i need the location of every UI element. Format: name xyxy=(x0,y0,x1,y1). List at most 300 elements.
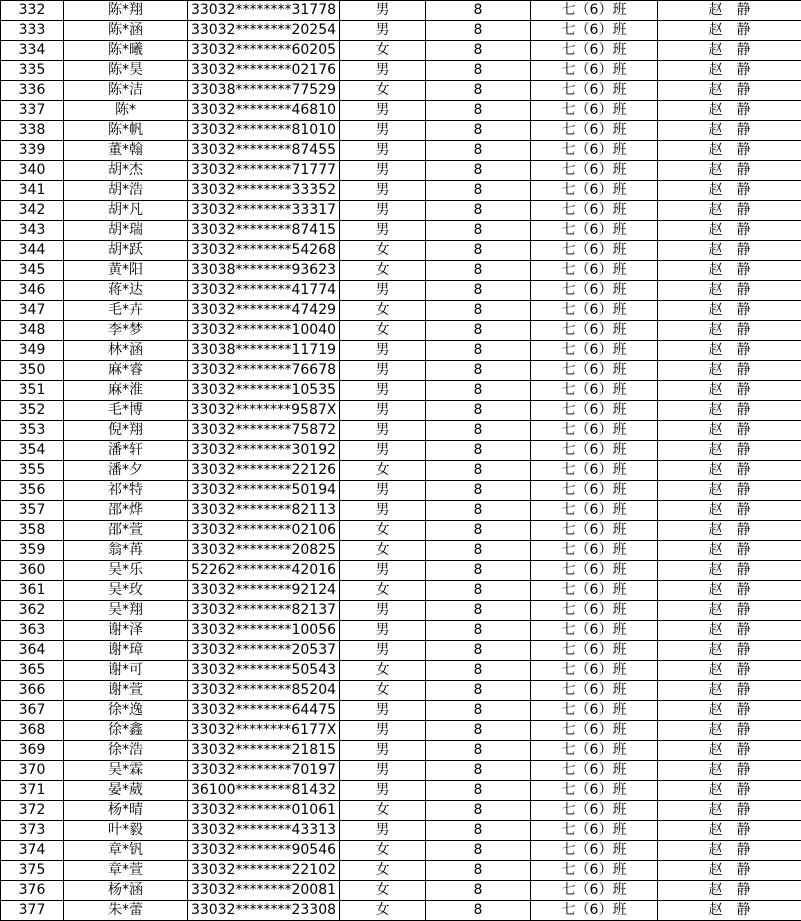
cell-class: 七（6）班 xyxy=(531,441,658,461)
cell-gender: 男 xyxy=(340,121,426,141)
cell-head-teacher: 赵 静 xyxy=(658,801,801,821)
cell-gender: 女 xyxy=(340,901,426,921)
cell-row-number: 352 xyxy=(1,401,64,421)
cell-grade: 8 xyxy=(426,181,531,201)
cell-grade: 8 xyxy=(426,121,531,141)
table-row xyxy=(1,681,801,701)
cell-id-number: 33038********93623 xyxy=(188,261,340,281)
cell-row-number: 365 xyxy=(1,661,64,681)
cell-row-number: 339 xyxy=(1,141,64,161)
cell-class: 七（6）班 xyxy=(531,421,658,441)
cell-row-number: 374 xyxy=(1,841,64,861)
cell-student-name: 晏*葳 xyxy=(64,781,188,801)
cell-row-number: 363 xyxy=(1,621,64,641)
cell-student-name: 李*梦 xyxy=(64,321,188,341)
cell-student-name: 麻*淮 xyxy=(64,381,188,401)
cell-head-teacher: 赵 静 xyxy=(658,741,801,761)
cell-student-name: 陈*帆 xyxy=(64,121,188,141)
cell-gender: 女 xyxy=(340,581,426,601)
cell-class: 七（6）班 xyxy=(531,501,658,521)
cell-class: 七（6）班 xyxy=(531,301,658,321)
cell-student-name: 祁*特 xyxy=(64,481,188,501)
cell-head-teacher: 赵 静 xyxy=(658,301,801,321)
cell-grade: 8 xyxy=(426,161,531,181)
cell-gender: 男 xyxy=(340,621,426,641)
cell-gender: 男 xyxy=(340,601,426,621)
cell-student-name: 胡*杰 xyxy=(64,161,188,181)
cell-gender: 男 xyxy=(340,361,426,381)
table-row xyxy=(1,181,801,201)
cell-grade: 8 xyxy=(426,521,531,541)
cell-head-teacher: 赵 静 xyxy=(658,481,801,501)
cell-row-number: 372 xyxy=(1,801,64,821)
cell-id-number: 33032********87455 xyxy=(188,141,340,161)
cell-head-teacher: 赵 静 xyxy=(658,101,801,121)
table-row xyxy=(1,601,801,621)
cell-head-teacher: 赵 静 xyxy=(658,81,801,101)
cell-row-number: 369 xyxy=(1,741,64,761)
cell-head-teacher: 赵 静 xyxy=(658,761,801,781)
table-row xyxy=(1,121,801,141)
cell-class: 七（6）班 xyxy=(531,481,658,501)
cell-grade: 8 xyxy=(426,781,531,801)
cell-class: 七（6）班 xyxy=(531,801,658,821)
table-row xyxy=(1,701,801,721)
cell-id-number: 33032********6177X xyxy=(188,721,340,741)
cell-row-number: 368 xyxy=(1,721,64,741)
cell-row-number: 338 xyxy=(1,121,64,141)
cell-row-number: 376 xyxy=(1,881,64,901)
cell-id-number: 33032********02106 xyxy=(188,521,340,541)
cell-gender: 男 xyxy=(340,701,426,721)
cell-gender: 男 xyxy=(340,501,426,521)
table-row xyxy=(1,301,801,321)
cell-grade: 8 xyxy=(426,461,531,481)
cell-gender: 男 xyxy=(340,381,426,401)
cell-head-teacher: 赵 静 xyxy=(658,901,801,921)
cell-id-number: 33032********82137 xyxy=(188,601,340,621)
table-row xyxy=(1,721,801,741)
cell-id-number: 33032********22102 xyxy=(188,861,340,881)
cell-student-name: 陈*昊 xyxy=(64,61,188,81)
cell-id-number: 33032********71777 xyxy=(188,161,340,181)
cell-grade: 8 xyxy=(426,701,531,721)
cell-gender: 女 xyxy=(340,521,426,541)
cell-id-number: 33032********02176 xyxy=(188,61,340,81)
cell-id-number: 33032********30192 xyxy=(188,441,340,461)
cell-head-teacher: 赵 静 xyxy=(658,421,801,441)
cell-class: 七（6）班 xyxy=(531,121,658,141)
cell-head-teacher: 赵 静 xyxy=(658,781,801,801)
cell-gender: 男 xyxy=(340,61,426,81)
table-row xyxy=(1,101,801,121)
table-row xyxy=(1,841,801,861)
cell-id-number: 33032********10056 xyxy=(188,621,340,641)
table-row xyxy=(1,901,801,921)
cell-grade: 8 xyxy=(426,21,531,41)
cell-row-number: 355 xyxy=(1,461,64,481)
cell-student-name: 谢*泽 xyxy=(64,621,188,641)
cell-id-number: 33032********60205 xyxy=(188,41,340,61)
cell-row-number: 373 xyxy=(1,821,64,841)
cell-grade: 8 xyxy=(426,821,531,841)
cell-id-number: 33032********9587X xyxy=(188,401,340,421)
cell-class: 七（6）班 xyxy=(531,661,658,681)
cell-class: 七（6）班 xyxy=(531,281,658,301)
cell-id-number: 33032********20254 xyxy=(188,21,340,41)
cell-class: 七（6）班 xyxy=(531,781,658,801)
cell-id-number: 33032********85204 xyxy=(188,681,340,701)
table-row xyxy=(1,861,801,881)
cell-head-teacher: 赵 静 xyxy=(658,461,801,481)
cell-head-teacher: 赵 静 xyxy=(658,381,801,401)
cell-gender: 女 xyxy=(340,861,426,881)
table-row xyxy=(1,441,801,461)
cell-student-name: 陈*曦 xyxy=(64,41,188,61)
cell-row-number: 375 xyxy=(1,861,64,881)
cell-student-name: 毛*博 xyxy=(64,401,188,421)
table-row xyxy=(1,421,801,441)
cell-head-teacher: 赵 静 xyxy=(658,621,801,641)
table-row xyxy=(1,381,801,401)
cell-class: 七（6）班 xyxy=(531,601,658,621)
cell-gender: 男 xyxy=(340,101,426,121)
cell-grade: 8 xyxy=(426,441,531,461)
cell-student-name: 胡*跃 xyxy=(64,241,188,261)
cell-student-name: 麻*睿 xyxy=(64,361,188,381)
cell-class: 七（6）班 xyxy=(531,1,658,21)
cell-student-name: 陈*翔 xyxy=(64,1,188,21)
cell-head-teacher: 赵 静 xyxy=(658,261,801,281)
cell-student-name: 邵*萱 xyxy=(64,521,188,541)
table-row xyxy=(1,401,801,421)
cell-head-teacher: 赵 静 xyxy=(658,41,801,61)
cell-head-teacher: 赵 静 xyxy=(658,401,801,421)
cell-student-name: 胡*凡 xyxy=(64,201,188,221)
cell-grade: 8 xyxy=(426,361,531,381)
cell-gender: 女 xyxy=(340,461,426,481)
cell-gender: 女 xyxy=(340,261,426,281)
table-row xyxy=(1,221,801,241)
table-row xyxy=(1,1,801,21)
cell-gender: 男 xyxy=(340,561,426,581)
cell-class: 七（6）班 xyxy=(531,261,658,281)
cell-gender: 男 xyxy=(340,181,426,201)
cell-id-number: 33032********43313 xyxy=(188,821,340,841)
cell-student-name: 章*萱 xyxy=(64,861,188,881)
cell-grade: 8 xyxy=(426,141,531,161)
cell-row-number: 359 xyxy=(1,541,64,561)
cell-student-name: 吴*翔 xyxy=(64,601,188,621)
cell-head-teacher: 赵 静 xyxy=(658,581,801,601)
cell-class: 七（6）班 xyxy=(531,401,658,421)
cell-head-teacher: 赵 静 xyxy=(658,881,801,901)
cell-grade: 8 xyxy=(426,641,531,661)
cell-class: 七（6）班 xyxy=(531,881,658,901)
cell-id-number: 33032********46810 xyxy=(188,101,340,121)
cell-gender: 男 xyxy=(340,761,426,781)
cell-head-teacher: 赵 静 xyxy=(658,521,801,541)
cell-grade: 8 xyxy=(426,341,531,361)
cell-row-number: 371 xyxy=(1,781,64,801)
cell-id-number: 33032********10040 xyxy=(188,321,340,341)
cell-id-number: 33032********70197 xyxy=(188,761,340,781)
table-row xyxy=(1,81,801,101)
cell-gender: 女 xyxy=(340,301,426,321)
cell-row-number: 340 xyxy=(1,161,64,181)
cell-row-number: 335 xyxy=(1,61,64,81)
cell-row-number: 343 xyxy=(1,221,64,241)
cell-class: 七（6）班 xyxy=(531,821,658,841)
cell-student-name: 董*翰 xyxy=(64,141,188,161)
cell-row-number: 344 xyxy=(1,241,64,261)
cell-student-name: 朱*蕾 xyxy=(64,901,188,921)
cell-gender: 女 xyxy=(340,41,426,61)
table-row xyxy=(1,501,801,521)
cell-head-teacher: 赵 静 xyxy=(658,721,801,741)
cell-row-number: 345 xyxy=(1,261,64,281)
cell-class: 七（6）班 xyxy=(531,161,658,181)
cell-grade: 8 xyxy=(426,541,531,561)
cell-student-name: 陈* xyxy=(64,101,188,121)
cell-class: 七（6）班 xyxy=(531,741,658,761)
cell-grade: 8 xyxy=(426,861,531,881)
cell-class: 七（6）班 xyxy=(531,901,658,921)
cell-row-number: 357 xyxy=(1,501,64,521)
cell-head-teacher: 赵 静 xyxy=(658,21,801,41)
cell-gender: 女 xyxy=(340,801,426,821)
cell-id-number: 33032********23308 xyxy=(188,901,340,921)
cell-row-number: 362 xyxy=(1,601,64,621)
cell-id-number: 33032********21815 xyxy=(188,741,340,761)
cell-grade: 8 xyxy=(426,241,531,261)
cell-grade: 8 xyxy=(426,741,531,761)
cell-head-teacher: 赵 静 xyxy=(658,861,801,881)
cell-id-number: 33032********50543 xyxy=(188,661,340,681)
cell-id-number: 33032********92124 xyxy=(188,581,340,601)
cell-grade: 8 xyxy=(426,481,531,501)
cell-head-teacher: 赵 静 xyxy=(658,841,801,861)
cell-student-name: 蒋*达 xyxy=(64,281,188,301)
cell-row-number: 377 xyxy=(1,901,64,921)
cell-gender: 女 xyxy=(340,681,426,701)
table-row xyxy=(1,61,801,81)
cell-id-number: 33032********76678 xyxy=(188,361,340,381)
cell-row-number: 332 xyxy=(1,1,64,21)
cell-id-number: 33032********87415 xyxy=(188,221,340,241)
cell-head-teacher: 赵 静 xyxy=(658,241,801,261)
table-row xyxy=(1,881,801,901)
cell-id-number: 33032********54268 xyxy=(188,241,340,261)
table-row xyxy=(1,621,801,641)
table-row xyxy=(1,581,801,601)
cell-grade: 8 xyxy=(426,881,531,901)
cell-class: 七（6）班 xyxy=(531,101,658,121)
cell-head-teacher: 赵 静 xyxy=(658,661,801,681)
cell-student-name: 杨*晴 xyxy=(64,801,188,821)
cell-class: 七（6）班 xyxy=(531,681,658,701)
cell-row-number: 353 xyxy=(1,421,64,441)
cell-class: 七（6）班 xyxy=(531,21,658,41)
cell-gender: 男 xyxy=(340,401,426,421)
cell-student-name: 徐*鑫 xyxy=(64,721,188,741)
table-row xyxy=(1,561,801,581)
cell-class: 七（6）班 xyxy=(531,341,658,361)
cell-row-number: 346 xyxy=(1,281,64,301)
cell-row-number: 337 xyxy=(1,101,64,121)
cell-id-number: 33032********81010 xyxy=(188,121,340,141)
table-row xyxy=(1,321,801,341)
cell-gender: 男 xyxy=(340,721,426,741)
cell-row-number: 351 xyxy=(1,381,64,401)
table-row xyxy=(1,521,801,541)
cell-grade: 8 xyxy=(426,101,531,121)
cell-class: 七（6）班 xyxy=(531,621,658,641)
table-row xyxy=(1,281,801,301)
cell-class: 七（6）班 xyxy=(531,641,658,661)
table-row xyxy=(1,821,801,841)
cell-student-name: 潘*轩 xyxy=(64,441,188,461)
cell-id-number: 33032********20825 xyxy=(188,541,340,561)
table-row xyxy=(1,161,801,181)
cell-gender: 女 xyxy=(340,541,426,561)
cell-head-teacher: 赵 静 xyxy=(658,201,801,221)
cell-class: 七（6）班 xyxy=(531,541,658,561)
cell-grade: 8 xyxy=(426,561,531,581)
table-row xyxy=(1,361,801,381)
cell-row-number: 366 xyxy=(1,681,64,701)
table-row xyxy=(1,241,801,261)
cell-gender: 女 xyxy=(340,81,426,101)
cell-student-name: 胡*浩 xyxy=(64,181,188,201)
cell-class: 七（6）班 xyxy=(531,861,658,881)
cell-row-number: 347 xyxy=(1,301,64,321)
cell-head-teacher: 赵 静 xyxy=(658,121,801,141)
cell-row-number: 348 xyxy=(1,321,64,341)
cell-grade: 8 xyxy=(426,81,531,101)
cell-gender: 女 xyxy=(340,841,426,861)
cell-gender: 男 xyxy=(340,21,426,41)
cell-class: 七（6）班 xyxy=(531,521,658,541)
cell-class: 七（6）班 xyxy=(531,701,658,721)
cell-gender: 男 xyxy=(340,821,426,841)
cell-row-number: 354 xyxy=(1,441,64,461)
cell-student-name: 胡*瑞 xyxy=(64,221,188,241)
cell-grade: 8 xyxy=(426,301,531,321)
cell-head-teacher: 赵 静 xyxy=(658,681,801,701)
table-row xyxy=(1,261,801,281)
cell-gender: 男 xyxy=(340,161,426,181)
cell-row-number: 358 xyxy=(1,521,64,541)
cell-gender: 男 xyxy=(340,641,426,661)
cell-id-number: 33032********20081 xyxy=(188,881,340,901)
cell-head-teacher: 赵 静 xyxy=(658,281,801,301)
cell-row-number: 356 xyxy=(1,481,64,501)
cell-student-name: 潘*夕 xyxy=(64,461,188,481)
cell-row-number: 361 xyxy=(1,581,64,601)
cell-grade: 8 xyxy=(426,801,531,821)
cell-head-teacher: 赵 静 xyxy=(658,501,801,521)
cell-head-teacher: 赵 静 xyxy=(658,361,801,381)
cell-class: 七（6）班 xyxy=(531,381,658,401)
cell-student-name: 毛*卉 xyxy=(64,301,188,321)
cell-id-number: 33032********33317 xyxy=(188,201,340,221)
cell-grade: 8 xyxy=(426,261,531,281)
cell-gender: 女 xyxy=(340,881,426,901)
cell-id-number: 33032********47429 xyxy=(188,301,340,321)
cell-student-name: 倪*翔 xyxy=(64,421,188,441)
cell-row-number: 364 xyxy=(1,641,64,661)
cell-row-number: 342 xyxy=(1,201,64,221)
cell-id-number: 52262********42016 xyxy=(188,561,340,581)
table-row xyxy=(1,341,801,361)
cell-class: 七（6）班 xyxy=(531,721,658,741)
cell-class: 七（6）班 xyxy=(531,61,658,81)
cell-head-teacher: 赵 静 xyxy=(658,341,801,361)
cell-class: 七（6）班 xyxy=(531,841,658,861)
cell-id-number: 33032********01061 xyxy=(188,801,340,821)
cell-head-teacher: 赵 静 xyxy=(658,561,801,581)
cell-head-teacher: 赵 静 xyxy=(658,141,801,161)
cell-gender: 男 xyxy=(340,201,426,221)
cell-head-teacher: 赵 静 xyxy=(658,321,801,341)
cell-id-number: 33032********50194 xyxy=(188,481,340,501)
cell-head-teacher: 赵 静 xyxy=(658,441,801,461)
cell-grade: 8 xyxy=(426,721,531,741)
table-row xyxy=(1,481,801,501)
cell-id-number: 33032********82113 xyxy=(188,501,340,521)
cell-class: 七（6）班 xyxy=(531,321,658,341)
cell-student-name: 翁*苒 xyxy=(64,541,188,561)
table-row xyxy=(1,741,801,761)
cell-class: 七（6）班 xyxy=(531,761,658,781)
cell-class: 七（6）班 xyxy=(531,461,658,481)
cell-id-number: 33032********75872 xyxy=(188,421,340,441)
cell-grade: 8 xyxy=(426,841,531,861)
cell-head-teacher: 赵 静 xyxy=(658,821,801,841)
cell-gender: 男 xyxy=(340,221,426,241)
cell-class: 七（6）班 xyxy=(531,41,658,61)
cell-student-name: 吴*乐 xyxy=(64,561,188,581)
cell-row-number: 350 xyxy=(1,361,64,381)
cell-student-name: 吴*玫 xyxy=(64,581,188,601)
cell-gender: 男 xyxy=(340,441,426,461)
table-row xyxy=(1,541,801,561)
table-row xyxy=(1,641,801,661)
cell-row-number: 349 xyxy=(1,341,64,361)
cell-id-number: 33032********31778 xyxy=(188,1,340,21)
cell-gender: 男 xyxy=(340,1,426,21)
cell-class: 七（6）班 xyxy=(531,561,658,581)
cell-grade: 8 xyxy=(426,321,531,341)
cell-grade: 8 xyxy=(426,61,531,81)
cell-grade: 8 xyxy=(426,421,531,441)
cell-class: 七（6）班 xyxy=(531,361,658,381)
cell-student-name: 邵*烨 xyxy=(64,501,188,521)
cell-class: 七（6）班 xyxy=(531,201,658,221)
cell-gender: 男 xyxy=(340,481,426,501)
cell-student-name: 陈*洁 xyxy=(64,81,188,101)
table-row xyxy=(1,41,801,61)
cell-id-number: 33032********64475 xyxy=(188,701,340,721)
cell-grade: 8 xyxy=(426,661,531,681)
cell-grade: 8 xyxy=(426,601,531,621)
table-row xyxy=(1,141,801,161)
table-row xyxy=(1,21,801,41)
cell-id-number: 33032********41774 xyxy=(188,281,340,301)
cell-grade: 8 xyxy=(426,221,531,241)
cell-grade: 8 xyxy=(426,501,531,521)
